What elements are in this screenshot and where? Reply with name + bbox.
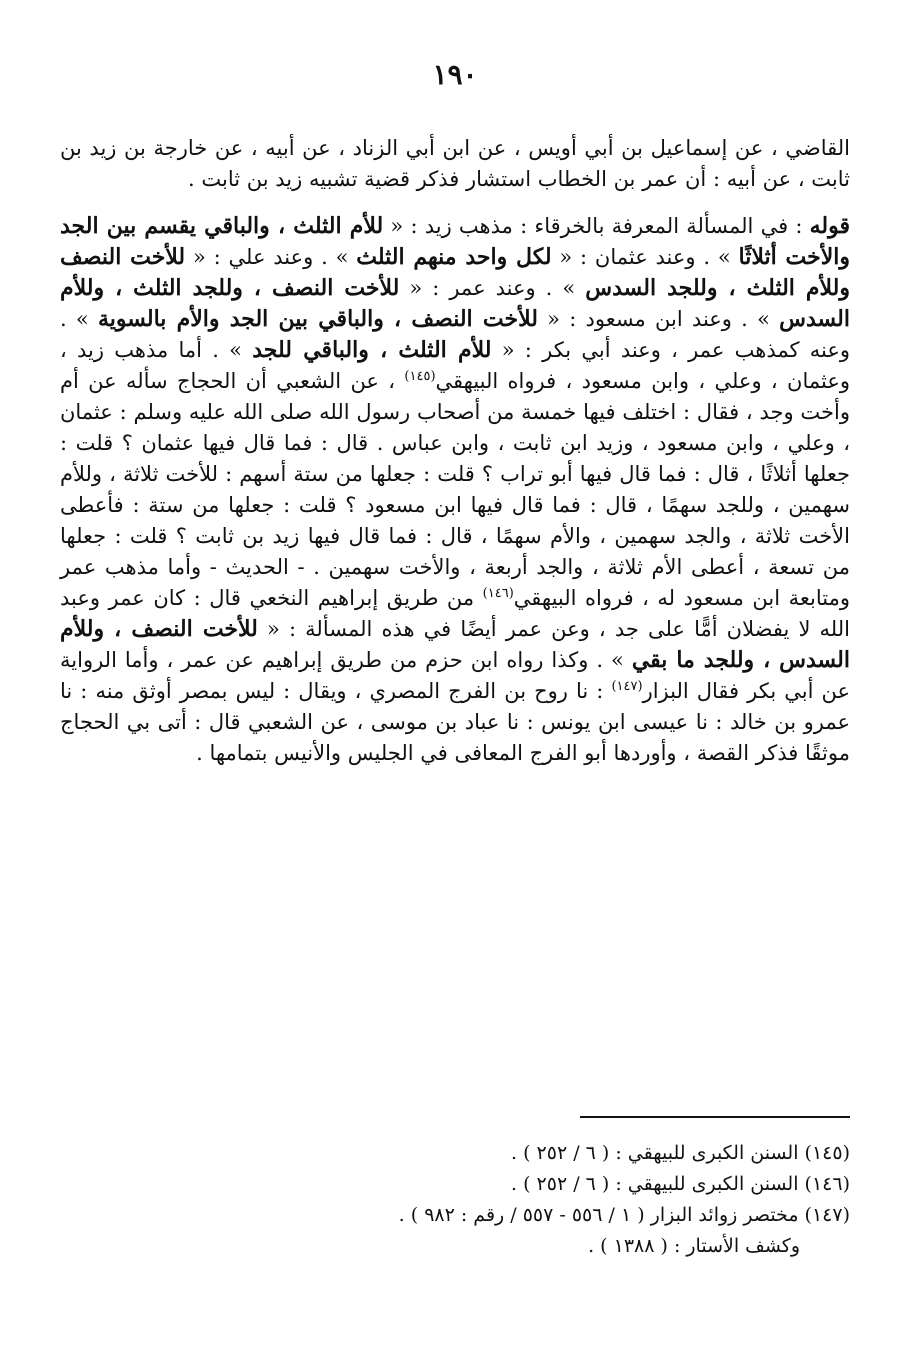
- text-run: » . وعند عمر : «: [399, 276, 586, 300]
- bold-phrase: للأخت النصف ، وللجد الثلث ، وللأم السدس: [60, 275, 850, 332]
- page-number: ١٩٠: [432, 58, 478, 91]
- text-run: » . وعند علي : «: [185, 245, 357, 269]
- footnote-146: (١٤٦) السنن الكبرى للبيهقي : ( ٦ / ٢٥٢ ) .: [511, 1173, 850, 1195]
- bold-phrase: للأم الثلث ، والباقي للجد: [252, 337, 492, 363]
- paragraph-2: [60, 211, 850, 769]
- paragraph-1: القاضي ، عن إسماعيل بن أبي أويس ، عن ابن أبي الزناد ، عن أبيه ، عن خارجة بن زيد بن ثابت ، عن أبيه : أن عمر بن الخطاب استشار فذكر قضية تشبيه زيد بن ثابت .: [60, 136, 850, 191]
- text-run: ، عن الشعبي أن الحجاج سأله عن أم وأخت وجد ، فقال : اختلف فيها خمسة من أصحاب رسول الله صلى الله عليه وسلم : عثمان ، وعلي ، وابن مسعود ، وزيد ابن ثابت ، وابن عباس . قال : فما قال فيها عثمان ؟ قلت : جعلها أثلاثًا ، قال : فما قال فيها أبو تراب ؟ قلت : جعلها من ستة أسهم : للأخت ثلاثة ، وللأم سهمين ، وللجد سهمًا ، قال : فما قال فيها ابن مسعود ؟ قلت : جعلها من ستة : فأعطى الأخت ثلاثة ، والجد سهمين ، والأم سهمًا ، قال : فما قال فيها زيد بن ثابت ؟ قلت : جعلها من تسعة ، أعطى الأم ثلاثة ، والجد أربعة ، والأخت سهمين . - الحديث - وأما مذهب عمر ومتابعة ابن مسعود له ، فرواه البيهقي: [60, 369, 850, 610]
- text-run: : نا روح بن الفرج المصري ، ويقال : ليس بمصر أوثق منه : نا عمرو بن خالد : نا عيسى ابن يونس : نا عباد بن موسى ، عن الشعبي قال : أتى بي الحجاج موثقًا فذكر القصة ، وأوردها أبو الفرج المعافى في الجليس والأنيس بتمامها .: [60, 679, 850, 765]
- text-run: من طريق إبراهيم النخعي قال : كان عمر وعبد الله لا يفضلان أمًّا على جد ، وعن عمر أيضًا في هذه المسألة : «: [60, 586, 850, 641]
- footnote-147-continuation: وكشف الأستار : ( ١٣٨٨ ) .: [588, 1235, 800, 1257]
- text-run: » . أما مذهب زيد ، وعثمان ، وعلي ، وابن مسعود ، فرواه البيهقي: [60, 338, 850, 393]
- footnote-147: (١٤٧) مختصر زوائد البزار ( ١ / ٥٥٦ - ٥٥٧ / رقم : ٩٨٢ ) .: [398, 1204, 850, 1226]
- bold-phrase: للأخت النصف وللأم الثلث ، وللجد السدس: [60, 244, 850, 301]
- bold-phrase: للأخت النصف ، وللأم السدس ، وللجد ما بقي: [60, 616, 850, 673]
- text-run: » . وعند ابن مسعود : «: [537, 307, 780, 331]
- footnote-ref: (١٤٧): [611, 679, 643, 694]
- text-run: » . وكذا رواه ابن حزم من طريق إبراهيم عن عمر ، وأما الرواية عن أبي بكر فقال البزار: [60, 648, 850, 703]
- footnote-ref: (١٤٦): [482, 586, 514, 601]
- footnote-145: (١٤٥) السنن الكبرى للبيهقي : ( ٦ / ٢٥٢ ) .: [511, 1142, 850, 1164]
- footnote-ref: (١٤٥): [404, 369, 436, 384]
- footnote-separator: [580, 1116, 850, 1118]
- text-run: : في المسألة المعرفة بالخرقاء : مذهب زيد : «: [383, 214, 810, 238]
- text-run: » . وعند عثمان : «: [551, 245, 739, 269]
- text-run: » . وعنه كمذهب عمر ، وعند أبي بكر : «: [60, 307, 851, 362]
- bold-phrase: قوله: [809, 213, 850, 239]
- book-page: [60, 0, 850, 1365]
- main-text: [60, 133, 850, 769]
- footnotes: [60, 1138, 850, 1262]
- bold-phrase: للأخت النصف ، والباقي بين الجد والأم بالسوية: [97, 306, 538, 332]
- bold-phrase: للأم الثلث ، والباقي يقسم بين الجد والأخت أثلاثًا: [60, 213, 850, 270]
- bold-phrase: لكل واحد منهم الثلث: [356, 244, 552, 270]
